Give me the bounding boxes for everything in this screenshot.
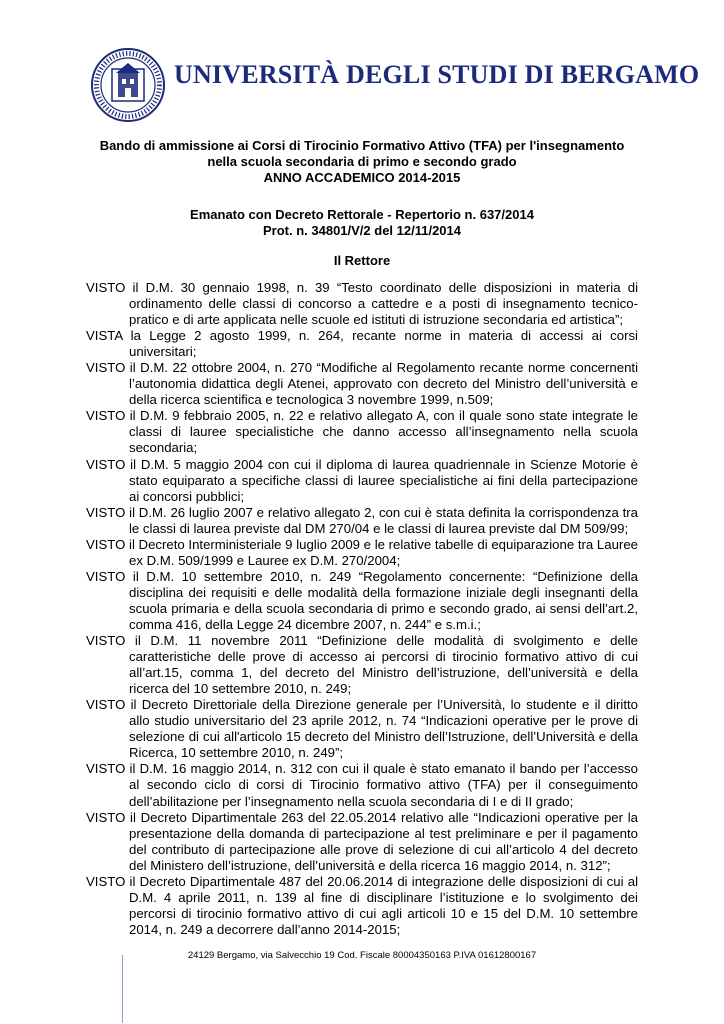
visto-paragraph: VISTA la Legge 2 agosto 1999, n. 264, recante norme in materia di accessi ai corsi universitari; [86,328,638,360]
visto-paragraph: VISTO il D.M. 16 maggio 2014, n. 312 con cui il quale è stato emanato il bando per l’accesso al secondo ciclo di corsi di Tirocinio formativo attivo (TFA) per il conseguimento dell’abilitazione per l’insegnamento nella scuola secondaria di I e di II grado; [86,761,638,809]
footer-address: 24129 Bergamo, via Salvecchio 19 Cod. Fiscale 80004350163 P.IVA 01612800167 [187,950,537,961]
footer-divider [122,955,123,1023]
document-body [86,280,638,938]
letterhead [86,44,700,126]
visto-paragraph: VISTO il D.M. 30 gennaio 1998, n. 39 “Testo coordinato delle disposizioni in materia di ordinamento delle classi di concorso a cattedre e a posti di insegnamento tecnico-pratico e di arte applicata nelle scuole ed istituti di istruzione secondaria ed artistica”; [86,280,638,328]
rettore-heading: Il Rettore [333,253,391,268]
university-name: UNIVERSITÀ DEGLI STUDI DI BERGAMO [174,60,700,89]
visto-paragraph: VISTO il D.M. 11 novembre 2011 “Definizione delle modalità di svolgimento e delle caratteristiche delle prove di accesso ai percorsi di tirocinio formativo attivo di cui all’art.15, comma 1, del decreto del Ministro dell’istruzione, dell’università e della ricerca del 10 settembre 2010, n. 249; [86,633,638,697]
visto-paragraph: VISTO il D.M. 9 febbraio 2005, n. 22 e relativo allegato A, con il quale sono state integrate le classi di lauree specialistiche che danno accesso all’insegnamento nella scuola secondaria; [86,408,638,456]
visto-paragraph: VISTO il D.M. 5 maggio 2004 con cui il diploma di laurea quadriennale in Scienze Motorie è stato equiparato a specifiche classi di lauree specialistiche ai fini della partecipazione ai concorsi pubblici; [86,456,638,504]
decree-reference [86,207,638,239]
visto-paragraph: VISTO il Decreto Dipartimentale 487 del 20.06.2014 di integrazione delle disposizioni di cui al D.M. 4 aprile 2011, n. 139 al fine di disciplinare l’istituzione e lo svolgimento dei percorsi di tirocinio formativo attivo di cui agli articoli 10 e 15 del D.M. 10 settembre 2014, n. 249 a decorrere dall’anno 2014-2015; [86,873,638,937]
visto-paragraph: VISTO il D.M. 26 luglio 2007 e relativo allegato 2, con cui è stata definita la corrispondenza tra le classi di laurea previste dal DM 270/04 e le classi di laurea previste dal DM 509/99; [86,504,638,536]
university-seal-icon [90,47,166,123]
protocol-line: Prot. n. 34801/V/2 del 12/11/2014 [262,223,461,238]
visto-paragraph: VISTO il D.M. 10 settembre 2010, n. 249 “Regolamento concernente: “Definizione della disciplina dei requisiti e delle modalità della formazione iniziale degli insegnanti della scuola primaria e della scuola secondaria di primo e secondo grado, ai sensi dell’art.2, comma 416, della Legge 24 dicembre 2007, n. 244” e s.m.i.; [86,568,638,632]
document-title [86,138,638,186]
visto-paragraph: VISTO il D.M. 22 ottobre 2004, n. 270 “Modifiche al Regolamento recante norme concernenti l’autonomia didattica degli Atenei, approvato con decreto del Ministro dell’università e della ricerca scientifica e tecnologica 3 novembre 1999, n.509; [86,360,638,408]
visto-paragraph: VISTO il Decreto Direttoriale della Direzione generale per l’Università, lo studente e il diritto allo studio universitario del 23 aprile 2012, n. 74 “Indicazioni operative per le prove di selezione di cui all'articolo 15 decreto del Ministro dell’Istruzione, dell’Università e della Ricerca, 10 settembre 2010, n. 249”; [86,697,638,761]
title-line: Bando di ammissione ai Corsi di Tirocinio Formativo Attivo (TFA) per l'insegnamento [99,138,625,153]
visto-paragraph: VISTO il Decreto Interministeriale 9 luglio 2009 e le relative tabelle di equiparazione tra Lauree ex D.M. 509/1999 e Lauree ex D.M. 270/2004; [86,536,638,568]
decree-line: Emanato con Decreto Rettorale - Repertorio n. 637/2014 [190,207,534,222]
visto-paragraph: VISTO il Decreto Dipartimentale 263 del 22.05.2014 relativo alle “Indicazioni operative per la presentazione della domanda di partecipazione al test preliminare e per il pagamento del contributo di partecipazione alle prove di selezione di cui all’articolo 4 del decreto del Ministero dell’istruzione, dell’università e della ricerca 16 maggio 2014, n. 312”; [86,809,638,873]
academic-year: ANNO ACCADEMICO 2014-2015 [263,170,461,185]
title-line: nella scuola secondaria di primo e secondo grado [207,154,517,169]
